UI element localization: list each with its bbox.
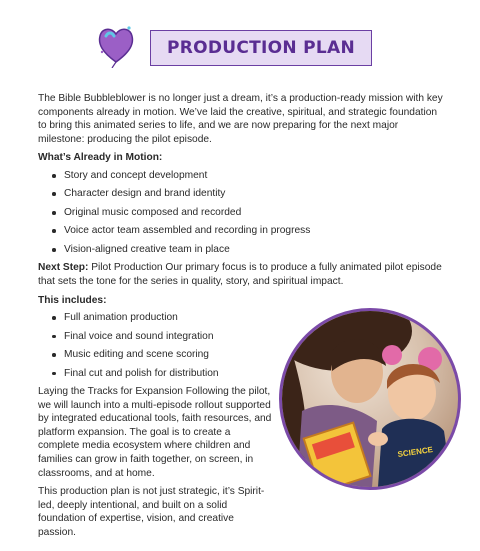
expansion-paragraph: Laying the Tracks for Expansion Following the pilot, we will launch into a multi-episode rollout supported by integrated educational tools, faith resources, and platform expansion. The goal is to create a complete media ecosystem where children and families can grow in faith together, on screen, in classrooms, and at home.	[38, 386, 272, 479]
photo-illustration	[282, 311, 458, 487]
next-step-label: Next Step:	[38, 262, 89, 274]
motion-list	[38, 169, 446, 257]
next-step-text: Pilot Production Our primary focus is to produce a fully animated pilot episode that sets the tone for the series in quality, story, and spiritual impact.	[38, 262, 442, 287]
list-item: Story and concept development	[52, 169, 446, 183]
list-item: Final voice and sound integration	[52, 330, 446, 344]
list-item: Vision-aligned creative team in place	[52, 243, 446, 257]
page-title-badge	[150, 30, 372, 66]
next-step-paragraph	[38, 261, 446, 288]
heart-sparkle-icon	[96, 22, 136, 68]
list-item: Full animation production	[52, 311, 446, 325]
page-title: PRODUCTION PLAN	[166, 38, 356, 58]
family-reading-photo	[279, 308, 461, 490]
shirt-text: SCIENCE	[397, 445, 434, 459]
list-item: Voice actor team assembled and recording in progress	[52, 224, 446, 238]
motion-heading: What’s Already in Motion:	[38, 152, 163, 164]
includes-heading: This includes:	[38, 294, 107, 306]
intro-paragraph: The Bible Bubbleblower is no longer just a dream, it’s a production-ready mission with key components already in motion. We’ve laid the creative, spiritual, and strategic foundation to bring this animated series to life, and we are now preparing for the next major milestone: producing the pilot episode.	[38, 93, 443, 145]
list-item: Final cut and polish for distribution	[52, 367, 446, 381]
list-item: Character design and brand identity	[52, 187, 446, 201]
closing-paragraph: This production plan is not just strategic, it’s Spirit-led, deeply intentional, and built on a solid foundation of expertise, vision, and creative passion.	[38, 486, 265, 539]
list-item: Music editing and scene scoring	[52, 348, 446, 362]
list-item: Original music composed and recorded	[52, 206, 446, 220]
